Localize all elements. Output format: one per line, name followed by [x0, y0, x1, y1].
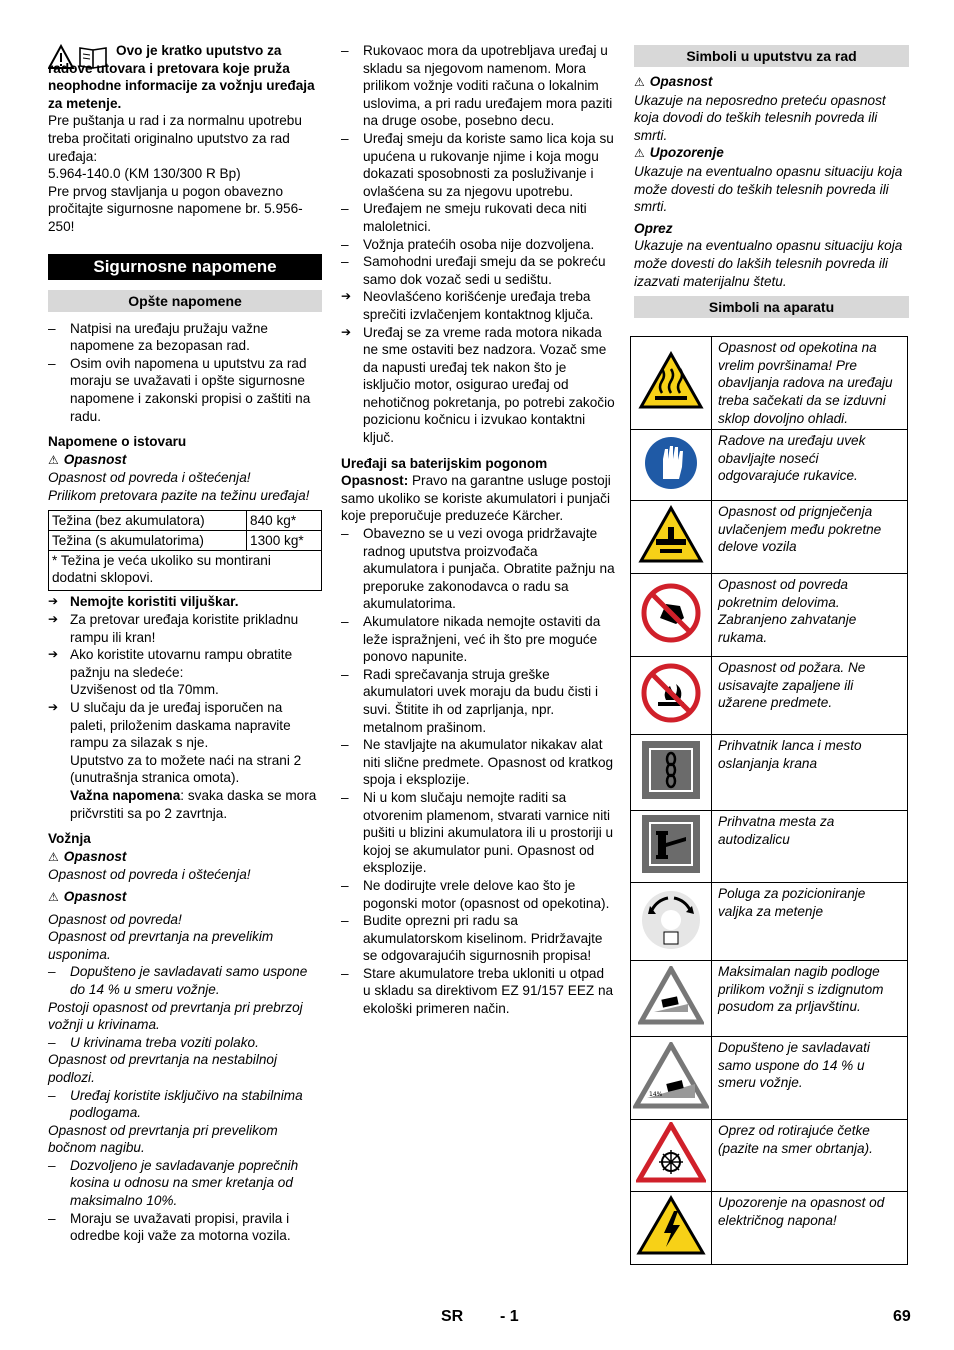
symbol-text: Prihvatnik lanca i mesto oslanjanja krana — [712, 735, 908, 811]
symbols-table — [630, 336, 908, 1265]
hot-surface-icon — [638, 351, 704, 411]
manual-danger-text: Ukazuje na neposredno preteću opasnost koja dovodi do teških telesnih povreda ili smrti. — [634, 92, 886, 143]
symbol-text: Radove na uređaju uvek obavljajte noseći odgovarajuće rukavice. — [712, 430, 908, 501]
symbol-row — [631, 811, 908, 883]
intro-text-1: Pre puštanja u rad i za normalnu upotrebu treba pročitati originalno uputstvo za rad uređaja: — [48, 113, 302, 164]
rule-item: – Rukovaoc mora da upotrebljava uređaj u skladu sa njegovom namenom. Mora prilikom vožnje voditi računa o lokalnim uslovima, a pri radu uređajem mora paziti na druge osobe, posebno decu. — [341, 42, 615, 130]
symbol-row — [631, 574, 908, 657]
manual-warning-text: Ukazuje na eventualno opasnu situaciju koja može dovesti do teških telesnih povreda ili smrti. — [634, 163, 903, 215]
rule-arrow: ➔ Uređaj se za vreme rada motora nikada ne sme ostaviti bez nadzora. Vozač sme da napusti uređaj tek nakon što je isključio motor, osigurao uređaj od nehotičnog pokretanja, po potrebi zakočio pozicionu kočnicu i izvukao kontaktni ključ. — [341, 324, 615, 447]
slope-warning-icon — [633, 1042, 709, 1110]
unloading-sub: Uzvišenost od tla 70mm. — [70, 682, 219, 698]
symbols-device-title: Simboli na aparatu — [634, 296, 909, 318]
column-middle — [341, 42, 615, 1018]
table-row — [49, 511, 322, 531]
driving-dash: – Moraju se uvažavati propisi, pravila i odredbe koji važe za motorna vozila. — [48, 1210, 322, 1245]
symbol-text: Maksimalan nagib podloge prilikom vožnji s izdignutom posudom za prljavštinu. — [712, 961, 908, 1037]
symbol-text: Upozorenje na opasnost od električnog napona! — [712, 1192, 908, 1265]
battery-intro: Opasnost: Pravo na garantne usluge postoji samo ukoliko se koriste akumulatori i punjači koje preporučuje preduzeće Kärcher. — [341, 473, 611, 524]
symbol-row — [631, 1192, 908, 1265]
battery-item: – Ne dodirujte vrele delove kao što je pogonski motor (opasnost od opekotina). — [341, 877, 615, 912]
intro-text-2: 5.964-140.0 (KM 130/300 R Bp) — [48, 166, 241, 182]
symbol-row — [631, 735, 908, 811]
table-cell: 840 kg* — [247, 511, 322, 531]
symbol-text: Opasnost od povreda pokretnim delovima. Zabranjeno zahvatanje rukama. — [712, 574, 908, 657]
manual-caution: Oprez — [634, 220, 673, 236]
rule-item: – Samohodni uređaji smeju da se pokreću samo dok vozač sedi u sedištu. — [341, 253, 615, 288]
symbol-text: Dopušteno je savladavati samo uspone do 14 % u smeru vožnje. — [712, 1037, 908, 1120]
rule-item: – Uređajem ne smeju rukovati deca niti maloletnici. — [341, 200, 615, 235]
warning-icon: ⚠ — [48, 849, 59, 864]
symbol-text: Prihvatna mesta za autodizalicu — [712, 811, 908, 883]
rule-arrow: ➔ Neovlašćeno korišćenje uređaja treba sprečiti izvlačenjem kontaktnog ključa. — [341, 288, 615, 323]
driving-dash: – Dozvoljeno je savladavanje poprečnih kosina u odnosu na smer kretanja od maksimalno 10%. — [48, 1157, 322, 1210]
manual-caution-text: Ukazuje na eventualno opasnu situaciju koja može dovesti do lakših telesnih povreda ili izazvati materijalnu štetu. — [634, 238, 903, 289]
jack-point-icon — [640, 813, 702, 875]
column-left — [48, 42, 322, 1245]
crane-hook-icon — [640, 739, 702, 801]
warning-icon: ⚠ — [634, 146, 645, 161]
column-right — [634, 45, 909, 1265]
table-row — [49, 531, 322, 551]
driving-text: Opasnost od prevrtanja pri prevelikom bočnom nagibu. — [48, 1122, 278, 1156]
unloading-danger-text: Opasnost od povreda i oštećenja! — [48, 470, 251, 486]
symbol-text: Poluga za pozicioniranje valjka za metenje — [712, 883, 908, 961]
symbol-row — [631, 501, 908, 574]
general-item: – Osim ovih napomena u uputstvu za rad moraju se uvažavati i opšte sigurnosne napomene i zakonski propisi o zaštiti na radu. — [48, 355, 322, 425]
unloading-danger-text: Prilikom pretovara pazite na težinu uređaja! — [48, 487, 310, 503]
driving-text: Opasnost od povreda! — [48, 911, 182, 927]
battery-item: – Obavezno se u vezi ovoga pridržavajte radnog uputstva proizvođača akumulatora i punjača. Obratite pažnju na preporuke zakonodavca o radu sa akumulatorima. — [341, 525, 615, 613]
manual-danger: ⚠ Opasnost — [634, 74, 713, 89]
table-cell: 1300 kg* — [247, 531, 322, 551]
unloading-arrow: ➔ Nemojte koristiti viljuškar. — [48, 593, 322, 611]
symbol-row — [631, 883, 908, 961]
warning-icon: ⚠ — [634, 75, 645, 89]
symbol-row — [631, 1037, 908, 1120]
intro-bold: Ovo je kratko uputstvo za radove utovara i pretovara koje pruža neophodne informacije za vožnju uređaja za metenje. — [48, 43, 315, 111]
symbol-row — [631, 657, 908, 735]
battery-heading: Uređaji sa baterijskim pogonom — [341, 455, 548, 471]
page-number: 69 — [893, 1308, 911, 1325]
crush-hand-icon — [638, 505, 704, 565]
table-row — [49, 551, 322, 591]
svg-text:14%: 14% — [649, 1090, 663, 1098]
table-cell: Težina (bez akumulatora) — [49, 511, 247, 531]
driving-heading: Vožnja — [48, 831, 91, 847]
footer-section: - 1 — [500, 1308, 519, 1325]
electric-icon — [636, 1195, 706, 1257]
manual-warning: ⚠ Upozorenje — [634, 145, 724, 161]
battery-item: – Ni u kom slučaju nemojte raditi sa otvorenim plamenom, stvarati varnice niti pušiti u blizini akumulatora ili u prostoriji u kojoj se akumulator puni. Opasnost od eksplozije. — [341, 789, 615, 877]
rotating-brush-icon — [636, 1122, 706, 1184]
driving-danger: ⚠ Opasnost — [48, 888, 127, 904]
driving-text: Opasnost od prevrtanja na nestabilnoj podlozi. — [48, 1052, 277, 1085]
section-title: Sigurnosne napomene — [48, 254, 322, 280]
footer-lang: SR — [441, 1308, 464, 1325]
unloading-heading: Napomene o istovaru — [48, 434, 187, 450]
driving-danger: ⚠ Opasnost — [48, 848, 127, 864]
general-title: Opšte napomene — [48, 290, 322, 312]
symbol-text: Opasnost od opekotina na vrelim površinama! Pre obavljanja radova na uređaju treba sačekati da se izduvni sklop dovoljno ohladi. — [712, 337, 908, 430]
table-note: * Težina je veća ukoliko su montirani dodatni sklopovi. — [49, 551, 322, 591]
driving-dash: – Dopušteno je savladavati samo uspone do 14 % u smeru vožnje. — [48, 963, 322, 998]
driving-text: Postoji opasnost od prevrtanja pri prebrzoj vožnji u krivinama. — [48, 999, 303, 1033]
battery-item: – Ne stavljajte na akumulator nikakav alat niti slične predmete. Opasnost od kratkog spoja i eksplozije. — [341, 736, 615, 789]
battery-item: – Budite oprezni pri radu sa akumulatorskom kiselinom. Pridržavajte se odgovarajućih sigurnosnih propisa! — [341, 912, 615, 965]
unloading-arrow: ➔ U slučaju da je uređaj isporučen na paleti, priloženim daskama napravite rampu za silazak s nje. — [48, 699, 322, 752]
symbol-text: Opasnost od prignječenja uvlačenjem među pokretne delove vozila — [712, 501, 908, 574]
battery-item: – Stare akumulatore treba ukloniti u otpad u skladu sa direktivom EZ 91/157 EEZ na ekološki primeren način. — [341, 965, 615, 1018]
symbol-row — [631, 1120, 908, 1192]
gloves-icon — [643, 435, 699, 491]
rule-item: – Uređaj smeju da koriste samo lica koja su upućena u rukovanje njime i koja mogu dokazati sposobnosti za posluživanje i ovlašćena su za njegovu upotrebu. — [341, 130, 615, 200]
driving-danger-text: Opasnost od povreda i oštećenja! — [48, 867, 251, 883]
important-note: Važna napomena: svaka daska se mora pričvrstiti sa po 2 zavrtnja. — [70, 788, 317, 821]
symbol-row — [631, 337, 908, 430]
driving-dash: – U krivinama treba voziti polako. — [48, 1034, 322, 1052]
unloading-sub: Uputstvo za to možete naći na strani 2 (unutrašnja stranica omota). — [70, 752, 302, 786]
no-reach-icon — [640, 582, 702, 644]
tilt-warning-icon — [638, 966, 704, 1026]
warning-icon: ⚠ — [48, 889, 59, 904]
battery-item: – Akumulatore nikada nemojte ostaviti da leže ispražnjeni, već ih što pre moguće ponovo napunite. — [341, 613, 615, 666]
unloading-danger: ⚠ Opasnost — [48, 451, 127, 467]
roller-lever-icon — [640, 886, 702, 952]
general-item: – Natpisi na uređaju pružaju važne napomene za bezopasan rad. — [48, 320, 322, 355]
weight-table — [48, 510, 322, 591]
no-burning-icon — [640, 662, 702, 724]
intro-text-3: Pre prvog stavljanja u pogon obavezno pročitajte sigurnosne napomene br. 5.956-250! — [48, 183, 303, 234]
unloading-arrow: ➔ Ako koristite utovarnu rampu obratite pažnju na sledeće: — [48, 646, 322, 681]
driving-dash: – Uređaj koristite isključivo na stabilnima podlogama. — [48, 1087, 322, 1122]
driving-text: Opasnost od prevrtanja na prevelikim usponima. — [48, 929, 274, 962]
symbols-manual-title: Simboli u uputstvu za rad — [634, 45, 909, 67]
battery-item: – Radi sprečavanja struja greške akumulatori uvek moraju da budu čisti i suvi. Štitite ih od zaprljanja, npr. metalnom prašinom. — [341, 666, 615, 736]
symbol-row — [631, 430, 908, 501]
symbol-row — [631, 961, 908, 1037]
warning-icon: ⚠ — [48, 452, 59, 467]
rule-item: – Vožnja pratećih osoba nije dozvoljena. — [341, 236, 615, 254]
symbol-text: Oprez od rotirajuće četke (pazite na smer obrtanja). — [712, 1120, 908, 1192]
table-cell: Težina (s akumulatorima) — [49, 531, 247, 551]
unloading-arrow: ➔ Za pretovar uređaja koristite prikladnu rampu ili kran! — [48, 611, 322, 646]
symbol-text: Opasnost od požara. Ne usisavajte zapaljene ili užarene predmete. — [712, 657, 908, 735]
